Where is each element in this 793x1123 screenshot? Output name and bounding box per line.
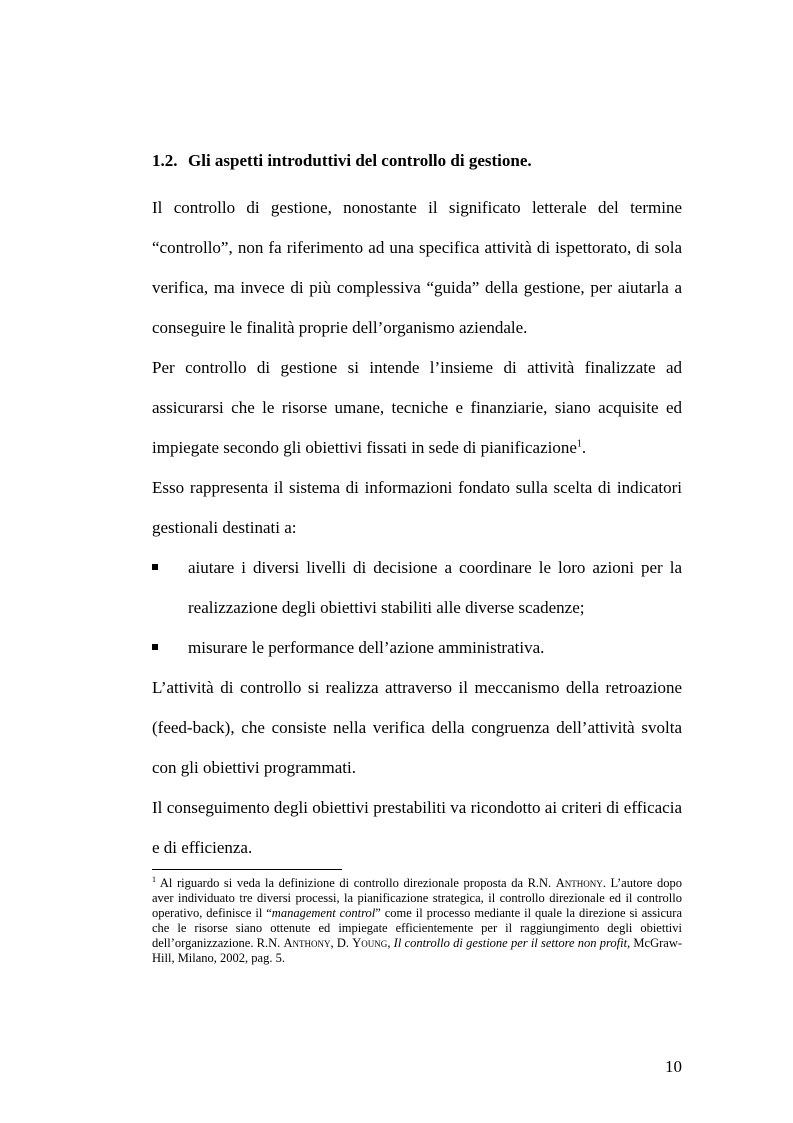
footnote-text: . L’autore dopo aver individuato tre diversi processi, la pianificazione strategica, il controllo direzionale ed il controllo operativo, definisce il “ [152,876,682,920]
paragraph: Il controllo di gestione, nonostante il significato letterale del termine “controllo”, non fa riferimento ad una specifica attività di ispettorato, di sola verifica, ma invece di più complessiva “guida” della gestione, per aiutarla a conseguire le finalità proprie dell’organismo aziendale. [152,198,682,337]
body-text [152,188,682,868]
section-title: Gli aspetti introduttivi del controllo di gestione. [188,151,532,170]
paragraph: L’attività di controllo si realizza attraverso il meccanismo della retroazione (feed-back), che consiste nella verifica della congruenza dell’attività svolta con gli obiettivi programmati. [152,678,682,777]
square-bullet-icon [152,644,158,650]
section-heading [152,149,532,173]
list-item-text: misurare le performance dell’azione amministrativa. [188,638,545,657]
paragraph-end: . [581,438,587,457]
list-item-text: aiutare i diversi livelli di decisione a coordinare le loro azioni per la realizzazione degli obiettivi stabiliti alle diverse scadenze; [188,558,682,617]
footnote-text: ” come il processo mediante il quale la direzione si assicura che le risorse siano ottenute ed impiegate efficientemente per il raggiungimento degli obiettivi dell’organizzazione. R.N. [152,906,682,950]
footnote-text: , [387,936,394,950]
bullet-list [152,548,682,668]
square-bullet-icon [152,564,158,570]
footnote-marker: 1 [152,874,156,884]
footnote-text: , McGraw- Hill, Milano, 2002, pag. 5. [152,936,683,965]
footnote-text: , D. [330,936,353,950]
footnote-author: Young [352,936,388,950]
footnote-reference[interactable]: 1 [576,438,582,450]
footnote-author: Anthony [283,936,331,950]
list-item [152,628,682,668]
footnote-author: Anthony [555,876,603,890]
footnote-term: management control [271,906,376,920]
document-page [152,0,682,1123]
paragraph-text: Per controllo di gestione si intende l’insieme di attività finalizzate ad assicurarsi che le risorse umane, tecniche e finanziarie, siano acquisite ed impiegate secondo gli obiettivi fissati in sede di pianificazione [152,358,682,457]
list-item [152,548,682,628]
footnote-book-title: Il controllo di gestione per il settore non profit [393,936,628,950]
footnote-separator [152,869,342,870]
paragraph: Il conseguimento degli obiettivi prestabiliti va ricondotto ai criteri di efficacia e di efficienza. [152,798,682,857]
paragraph [152,348,682,468]
footnote-text: Al riguardo si veda la definizione di controllo direzionale proposta da R.N. [156,876,556,890]
footnote [152,876,682,966]
section-number: 1.2. [152,151,178,170]
paragraph: Esso rappresenta il sistema di informazioni fondato sulla scelta di indicatori gestionali destinati a: [152,478,682,537]
page-number: 10 [665,1057,682,1076]
